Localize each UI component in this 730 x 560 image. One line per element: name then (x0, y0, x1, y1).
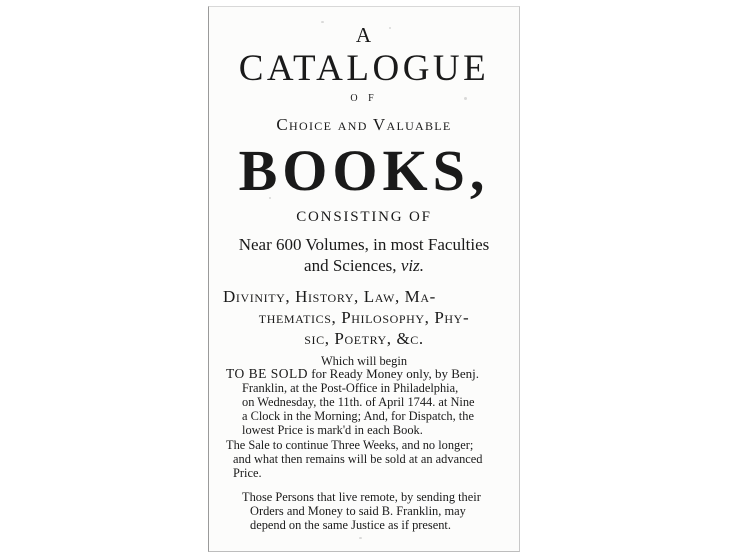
book-title-page (208, 6, 520, 552)
lowest-price-line: lowest Price is mark'd in each Book. (242, 423, 423, 437)
ink-speck (359, 537, 362, 539)
remote-line-2: Orders and Money to said B. Franklin, may (250, 504, 466, 518)
remote-line-1: Those Persons that live remote, by sending their (242, 490, 481, 504)
which-will-begin: Which will begin (320, 354, 408, 368)
title-of: O F (350, 93, 378, 104)
subjects-line-2: thematics, Philosophy, Phy- (258, 308, 470, 327)
consisting-of: CONSISTING OF (296, 209, 432, 225)
viz-text: viz. (400, 256, 424, 275)
to-be-sold: TO BE SOLD (226, 366, 309, 381)
remains-line: and what then remains will be sold at an advanced (233, 452, 483, 466)
clock-line: a Clock in the Morning; And, for Dispatch, the (242, 409, 474, 423)
sciences-text: and Sciences, (304, 256, 401, 275)
to-be-sold-line (226, 367, 479, 382)
title-books: BOOKS, (238, 138, 490, 203)
sale-continue-line: The Sale to continue Three Weeks, and no longer; (226, 438, 474, 452)
sciences-line (209, 256, 519, 276)
ready-money: for Ready Money only, by Benj. (308, 366, 480, 381)
subjects-line-3: sic, Poetry, &c. (304, 329, 424, 348)
date-line: on Wednesday, the 11th. of April 1744. at Nine (242, 395, 475, 409)
franklin-line: Franklin, at the Post-Office in Philadelphia, (242, 381, 459, 395)
title-choice-valuable: Choice and Valuable (276, 115, 452, 134)
title-article: A (355, 23, 373, 47)
price-line: Price. (233, 466, 262, 480)
volumes-line: Near 600 Volumes, in most Faculties (238, 235, 490, 254)
subjects-line-1: Divinity, History, Law, Ma- (223, 287, 436, 306)
remote-line-3: depend on the same Justice as if present. (250, 518, 451, 532)
title-catalogue: CATALOGUE (238, 48, 490, 89)
